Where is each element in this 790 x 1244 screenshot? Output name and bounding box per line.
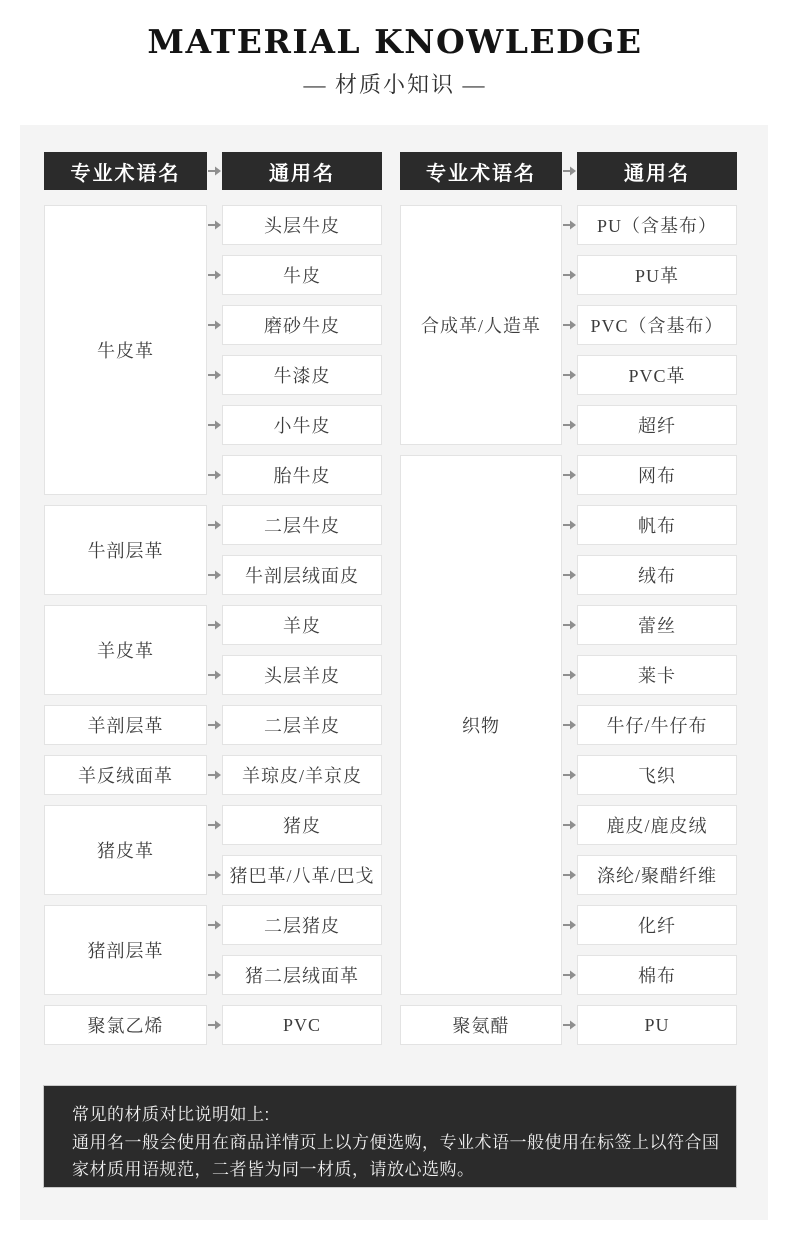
right-arrow-icon — [562, 152, 577, 190]
common-name-cell: 二层羊皮 — [222, 705, 382, 745]
pro-term-cell: 合成革/人造革 — [400, 205, 562, 445]
right-arrow-icon — [207, 505, 222, 545]
pro-term-cell: 猪剖层革 — [44, 905, 207, 995]
common-name-cell: 牛剖层绒面皮 — [222, 555, 382, 595]
title-block — [0, 24, 790, 99]
right-arrow-icon — [207, 405, 222, 445]
right-arrow-icon — [562, 905, 577, 945]
footer-heading: 常见的材质对比说明如上: — [72, 1105, 270, 1124]
common-name-cell: 二层猪皮 — [222, 905, 382, 945]
common-name-cell: 牛仔/牛仔布 — [577, 705, 737, 745]
common-name-cell: 猪皮 — [222, 805, 382, 845]
right-arrow-icon — [207, 555, 222, 595]
common-name-cell: 超纤 — [577, 405, 737, 445]
right-arrow-icon — [562, 755, 577, 795]
right-arrow-icon — [562, 805, 577, 845]
common-name-cell: 蕾丝 — [577, 605, 737, 645]
common-name-cell: 牛皮 — [222, 255, 382, 295]
right-arrow-icon — [562, 555, 577, 595]
common-name-cell: 猪二层绒面革 — [222, 955, 382, 995]
pro-term-cell: 羊剖层革 — [44, 705, 207, 745]
right-arrow-icon — [562, 355, 577, 395]
common-name-cell: 头层羊皮 — [222, 655, 382, 695]
common-name-header: 通用名 — [577, 152, 737, 190]
right-arrow-icon — [207, 855, 222, 895]
common-name-cell: 牛漆皮 — [222, 355, 382, 395]
common-name-cell: 帆布 — [577, 505, 737, 545]
common-name-cell: PU（含基布） — [577, 205, 737, 245]
common-name-cell: 绒布 — [577, 555, 737, 595]
right-arrow-icon — [207, 355, 222, 395]
pro-term-cell: 织物 — [400, 455, 562, 995]
page-subtitle: — 材质小知识 — — [303, 72, 487, 98]
right-arrow-icon — [562, 605, 577, 645]
pro-term-cell: 羊皮革 — [44, 605, 207, 695]
right-arrow-icon — [207, 955, 222, 995]
pro-term-header: 专业术语名 — [44, 152, 207, 190]
common-name-cell: 猪巴革/八革/巴戈 — [222, 855, 382, 895]
common-name-cell: 网布 — [577, 455, 737, 495]
right-arrow-icon — [207, 255, 222, 295]
pro-term-cell: 羊反绒面革 — [44, 755, 207, 795]
right-arrow-icon — [207, 205, 222, 245]
right-arrow-icon — [562, 955, 577, 995]
page-title: MATERIAL KNOWLEDGE — [147, 22, 643, 61]
right-arrow-icon — [207, 455, 222, 495]
right-arrow-icon — [207, 905, 222, 945]
common-name-cell: PU — [577, 1005, 737, 1045]
common-name-cell: 小牛皮 — [222, 405, 382, 445]
common-name-cell: PVC革 — [577, 355, 737, 395]
right-arrow-icon — [562, 1005, 577, 1045]
common-name-cell: 鹿皮/鹿皮绒 — [577, 805, 737, 845]
right-arrow-icon — [207, 755, 222, 795]
common-name-header: 通用名 — [222, 152, 382, 190]
common-name-cell: 胎牛皮 — [222, 455, 382, 495]
common-name-cell: 羊琼皮/羊京皮 — [222, 755, 382, 795]
right-arrow-icon — [207, 705, 222, 745]
right-arrow-icon — [562, 855, 577, 895]
right-arrow-icon — [207, 805, 222, 845]
right-arrow-icon — [562, 505, 577, 545]
pro-term-header: 专业术语名 — [400, 152, 562, 190]
pro-term-cell: 牛皮革 — [44, 205, 207, 495]
right-arrow-icon — [562, 405, 577, 445]
pro-term-cell: 猪皮革 — [44, 805, 207, 895]
common-name-cell: 头层牛皮 — [222, 205, 382, 245]
pro-term-cell: 聚氨醋 — [400, 1005, 562, 1045]
common-name-cell: PVC — [222, 1005, 382, 1045]
common-name-cell: 莱卡 — [577, 655, 737, 695]
common-name-cell: PU革 — [577, 255, 737, 295]
common-name-cell: PVC（含基布） — [577, 305, 737, 345]
common-name-cell: 飞织 — [577, 755, 737, 795]
footer-body-text: 通用名一般会使用在商品详情页上以方便选购，专业术语一般使用在标签上以符合国家材质用语规范，二者皆为同一材质，请放心选购。 — [72, 1132, 720, 1180]
right-arrow-icon — [207, 605, 222, 645]
right-arrow-icon — [207, 152, 222, 190]
common-name-cell: 磨砂牛皮 — [222, 305, 382, 345]
pro-term-cell: 聚氯乙烯 — [44, 1005, 207, 1045]
right-arrow-icon — [562, 705, 577, 745]
right-arrow-icon — [562, 255, 577, 295]
footer-note-box — [43, 1085, 737, 1188]
right-arrow-icon — [562, 205, 577, 245]
right-arrow-icon — [207, 305, 222, 345]
right-arrow-icon — [562, 655, 577, 695]
right-arrow-icon — [207, 655, 222, 695]
pro-term-cell: 牛剖层革 — [44, 505, 207, 595]
right-arrow-icon — [207, 1005, 222, 1045]
common-name-cell: 二层牛皮 — [222, 505, 382, 545]
right-arrow-icon — [562, 455, 577, 495]
common-name-cell: 化纤 — [577, 905, 737, 945]
right-arrow-icon — [562, 305, 577, 345]
common-name-cell: 羊皮 — [222, 605, 382, 645]
common-name-cell: 涤纶/聚醋纤维 — [577, 855, 737, 895]
common-name-cell: 棉布 — [577, 955, 737, 995]
